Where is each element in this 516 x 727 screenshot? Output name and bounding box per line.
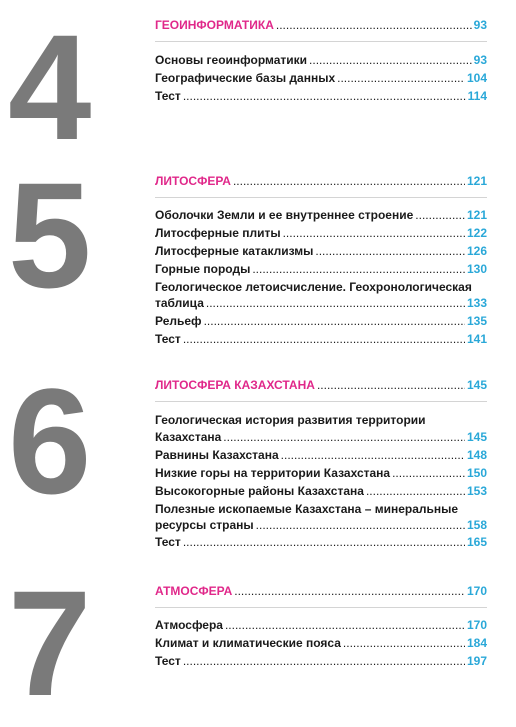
page-number: 126 [466,244,487,258]
toc-entry[interactable] [155,314,487,329]
entry-title: Низкие горы на территории Казахстана [155,466,391,480]
page-number: 170 [466,618,487,632]
divider [155,41,487,42]
toc-entry[interactable] [155,654,487,669]
dot-leader [183,89,466,104]
page-number: 141 [466,332,487,346]
entry-title: Горные породы [155,262,251,276]
dot-leader [317,378,465,393]
entry-title-line1[interactable]: Геологическое летоисчисление. Геохронологическая [155,280,472,294]
dot-leader [337,71,465,86]
toc-entry[interactable] [155,332,487,347]
toc-entry[interactable] [155,448,487,463]
dot-leader [183,535,465,550]
page-number: 93 [473,53,487,67]
toc-entry[interactable] [155,53,487,68]
dot-leader [223,430,465,445]
toc-entry[interactable] [155,430,487,445]
dot-leader [366,484,465,499]
dot-leader [206,296,465,311]
page-number: 158 [466,518,487,532]
entry-title: Литосферные катаклизмы [155,244,314,258]
chapter-title: АТМОСФЕРА [155,584,233,598]
entry-title: Атмосфера [155,618,223,632]
section-number: 4 [8,3,92,171]
page-number: 114 [467,89,487,103]
entry-title-line1[interactable]: Геологическая история развития территории [155,413,426,427]
entry-title: Равнины Казахстана [155,448,279,462]
toc-entry[interactable] [155,71,487,86]
page-number: 130 [466,262,487,276]
entry-title: Географические базы данных [155,71,336,85]
divider [155,607,487,608]
toc-entry[interactable] [155,466,487,481]
entry-title: Климат и климатические пояса [155,636,341,650]
toc-entry[interactable] [155,484,487,499]
toc-entry[interactable] [155,535,487,550]
page-number: 121 [466,208,487,222]
entry-title: Основы геоинформатики [155,53,308,67]
divider [155,401,487,402]
dot-leader [283,226,465,241]
page-number: 148 [466,448,487,462]
toc-entry[interactable] [155,618,487,633]
page-number: 153 [466,484,487,498]
entry-title: Тест [155,89,181,103]
entry-title: таблица [155,296,204,310]
page-number: 122 [466,226,487,240]
dot-leader [252,262,465,277]
dot-leader [183,654,465,669]
page-number: 184 [466,636,487,650]
toc-entry[interactable] [155,89,487,104]
page-number: 145 [466,430,487,444]
dot-leader [309,53,472,68]
page-number: 93 [473,18,487,32]
chapter-title: ЛИТОСФЕРА [155,174,231,188]
chapter-entry[interactable] [155,18,487,33]
chapter-entry[interactable] [155,378,487,393]
toc-entry[interactable] [155,244,487,259]
page-number: 135 [466,314,487,328]
toc-entry[interactable] [155,636,487,651]
dot-leader [415,208,465,223]
section-number: 6 [8,357,92,525]
page-number: 121 [466,174,487,188]
chapter-entry[interactable] [155,584,487,599]
chapter-title: ГЕОИНФОРМАТИКА [155,18,274,32]
toc-entry[interactable] [155,208,487,223]
dot-leader [225,618,465,633]
entry-title: Тест [155,332,181,346]
dot-leader [315,244,465,259]
divider [155,197,487,198]
dot-leader [233,174,465,189]
dot-leader [183,332,465,347]
page-number: 170 [466,584,487,598]
entry-title: Тест [155,654,181,668]
chapter-title: ЛИТОСФЕРА КАЗАХСТАНА [155,378,315,392]
dot-leader [276,18,472,33]
entry-title: Казахстана [155,430,222,444]
dot-leader [392,466,465,481]
entry-title-line1[interactable]: Полезные ископаемые Казахстана – минеральные [155,502,459,516]
page-number: 150 [466,466,487,480]
section-number: 5 [8,151,92,319]
toc-entry[interactable] [155,296,487,311]
page-number: 133 [466,296,487,310]
entry-title: Оболочки Земли и ее внутреннее строение [155,208,414,222]
dot-leader [343,636,465,651]
entry-title: ресурсы страны [155,518,254,532]
toc-entry[interactable] [155,518,487,533]
toc-entry[interactable] [155,226,487,241]
page-number: 104 [466,71,487,85]
dot-leader [204,314,465,329]
entry-title: Высокогорные районы Казахстана [155,484,364,498]
page-number: 145 [466,378,487,392]
dot-leader [256,518,465,533]
entry-title: Литосферные плиты [155,226,281,240]
chapter-entry[interactable] [155,174,487,189]
toc-entry[interactable] [155,262,487,277]
entry-title: Тест [155,535,181,549]
page-number: 165 [466,535,487,549]
section-number: 7 [8,559,92,727]
entry-title: Рельеф [155,314,202,328]
dot-leader [281,448,465,463]
page-number: 197 [466,654,487,668]
dot-leader [234,584,465,599]
